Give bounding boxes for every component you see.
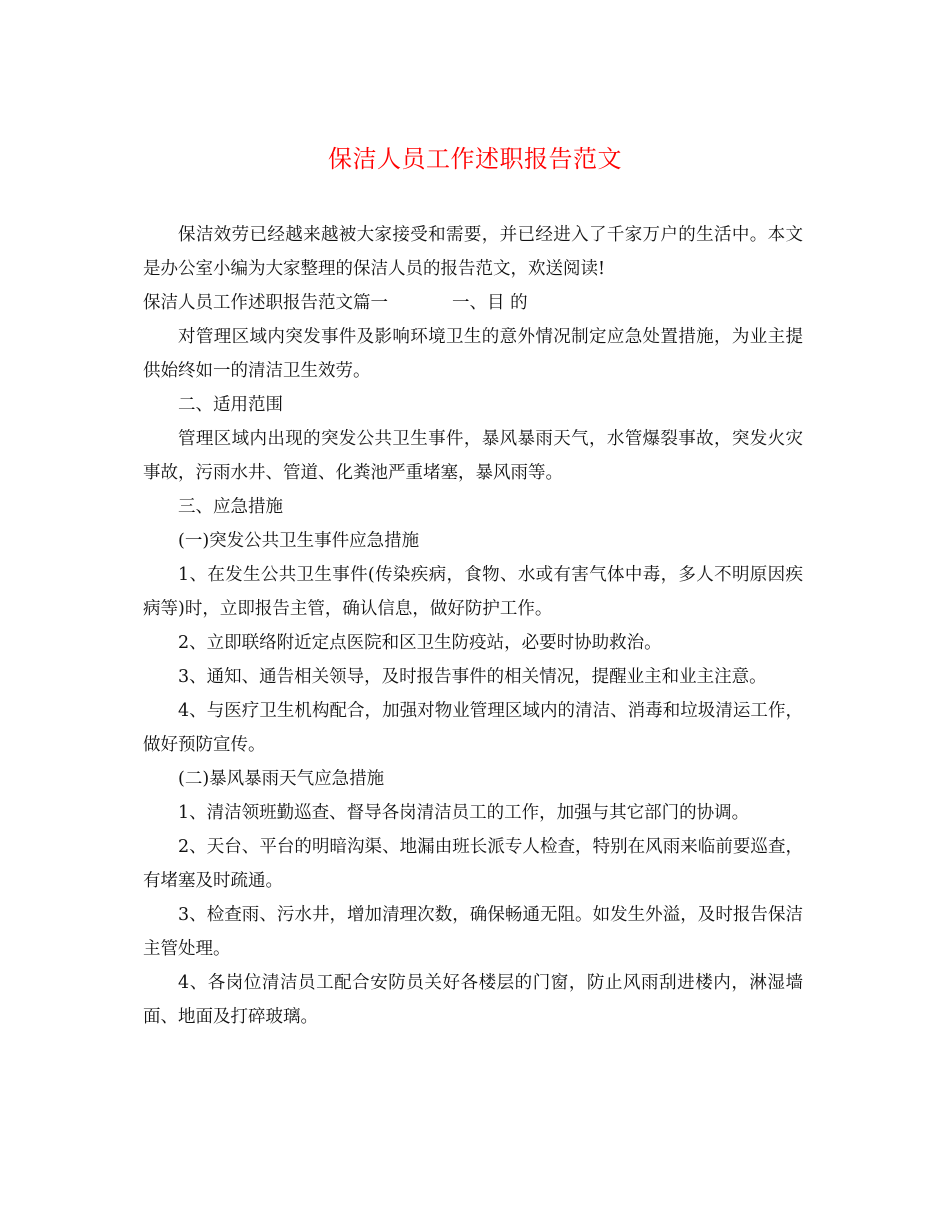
- heading-scope: 二、适用范围: [178, 395, 283, 415]
- heading-measures: 三、应急措施: [178, 497, 283, 517]
- subheading-storm: (二)暴风暴雨天气应急措施: [178, 769, 385, 789]
- paragraph-scope: 管理区域内出现的突发公共卫生事件，暴风暴雨天气，水管爆裂事故，突发火灾事故，污雨水井、管道、化粪池严重堵塞，暴风雨等。: [143, 429, 803, 483]
- paragraph-health-2: 2、立即联络附近定点医院和区卫生防疫站，必要时协助救治。: [178, 633, 662, 653]
- paragraph-health-4: 4、与医疗卫生机构配合，加强对物业管理区域内的清洁、消毒和垃圾清运工作，做好预防宣传。: [143, 701, 803, 755]
- paragraph-intro: 保洁效劳已经越来越被大家接受和需要，并已经进入了千家万户的生活中。本文是办公室小编为大家整理的保洁人员的报告范文，欢送阅读!: [143, 225, 803, 279]
- document-body: [143, 218, 803, 1034]
- article-heading: 保洁人员工作述职报告范文篇一: [143, 293, 388, 313]
- subheading-public-health: (一)突发公共卫生事件应急措施: [178, 531, 420, 551]
- document-title: 保洁人员工作述职报告范文: [328, 145, 622, 173]
- section-heading-purpose: 一、目 的: [452, 293, 528, 313]
- paragraph-health-3: 3、通知、通告相关领导，及时报告事件的相关情况，提醒业主和业主注意。: [178, 667, 767, 687]
- paragraph-health-1: 1、在发生公共卫生事件(传染疾病，食物、水或有害气体中毒，多人不明原因疾病等)时，立即报告主管，确认信息，做好防护工作。: [143, 565, 803, 619]
- paragraph-storm-2: 2、天台、平台的明暗沟渠、地漏由班长派专人检查，特别在风雨来临前要巡查，有堵塞及时疏通。: [143, 837, 803, 891]
- paragraph-purpose: 对管理区域内突发事件及影响环境卫生的意外情况制定应急处置措施，为业主提供始终如一的清洁卫生效劳。: [143, 327, 803, 381]
- paragraph-storm-3: 3、检查雨、污水井，增加清理次数，确保畅通无阻。如发生外溢，及时报告保洁主管处理。: [143, 905, 803, 959]
- section-heading-line: [143, 286, 803, 320]
- paragraph-storm-4: 4、各岗位清洁员工配合安防员关好各楼层的门窗，防止风雨刮进楼内，淋湿墙面、地面及打碎玻璃。: [143, 973, 803, 1027]
- paragraph-storm-1: 1、清洁领班勤巡查、督导各岗清洁员工的工作，加强与其它部门的协调。: [178, 803, 750, 823]
